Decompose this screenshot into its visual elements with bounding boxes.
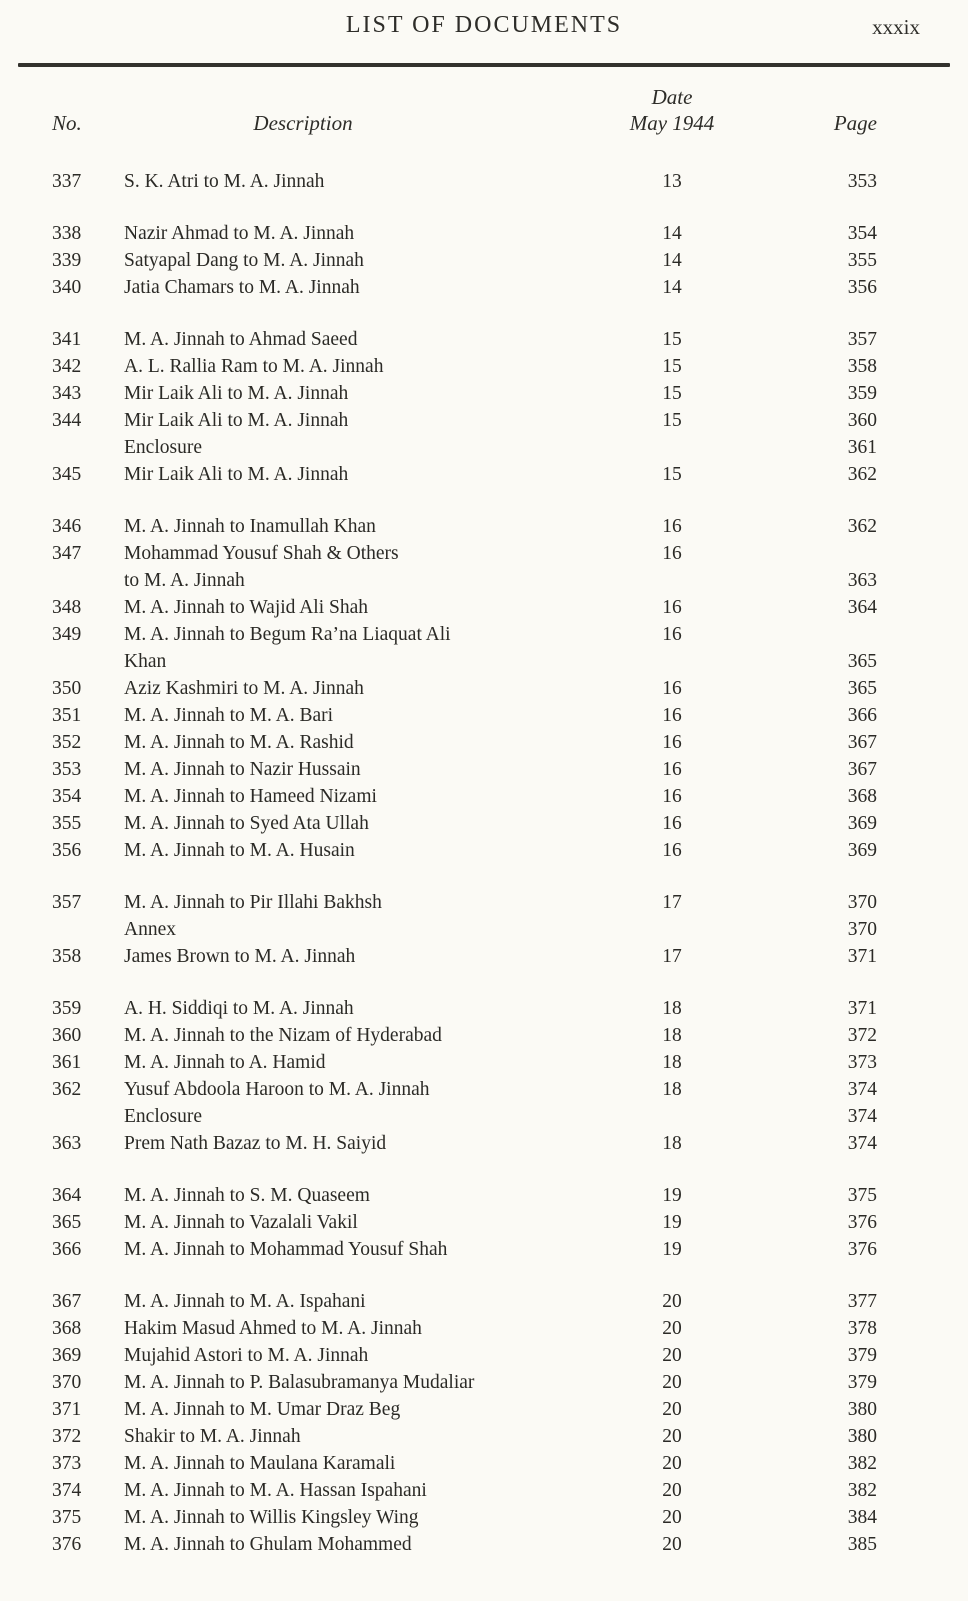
- header-page: Page: [833, 111, 877, 135]
- cell-doc-number: 354: [52, 786, 82, 807]
- table-row: [52, 1396, 877, 1423]
- cell-description: Shakir to M. A. Jinnah: [124, 1426, 301, 1447]
- cell-date: 15: [662, 329, 682, 350]
- table-row: [52, 1182, 877, 1209]
- cell-doc-number: 341: [52, 329, 82, 350]
- cell-description: M. A. Jinnah to M. A. Bari: [124, 705, 334, 726]
- page-title: LIST OF DOCUMENTS: [345, 12, 623, 38]
- cell-date: 16: [662, 840, 682, 861]
- cell-date: 13: [662, 171, 682, 192]
- cell-doc-number: 361: [52, 1052, 82, 1073]
- cell-description: M. A. Jinnah to Pir Illahi Bakhsh: [124, 892, 382, 913]
- cell-doc-number: 337: [52, 171, 82, 192]
- cell-date: 18: [662, 1025, 682, 1046]
- cell-description: M. A. Jinnah to Ghulam Mohammed: [124, 1534, 412, 1555]
- table-row: [52, 1130, 877, 1157]
- table-row: [52, 810, 877, 837]
- cell-description: M. A. Jinnah to Inamullah Khan: [124, 516, 376, 537]
- cell-doc-number: 347: [52, 543, 82, 564]
- cell-description: M. A. Jinnah to S. M. Quaseem: [124, 1185, 370, 1206]
- cell-description: M. A. Jinnah to Ahmad Saeed: [124, 329, 358, 350]
- cell-description: to M. A. Jinnah: [124, 570, 245, 591]
- cell-doc-number: 350: [52, 678, 82, 699]
- table-row: [52, 1288, 877, 1315]
- cell-doc-number: 363: [52, 1133, 82, 1154]
- cell-page: 359: [847, 383, 877, 404]
- header-rule: [18, 63, 950, 67]
- cell-date: 20: [662, 1507, 682, 1528]
- table-row: [52, 1423, 877, 1450]
- header-no: No.: [52, 111, 82, 135]
- cell-page: 354: [847, 223, 877, 244]
- table-row: [52, 1315, 877, 1342]
- table-row: [52, 1504, 877, 1531]
- cell-doc-number: 356: [52, 840, 82, 861]
- cell-date: 18: [662, 1133, 682, 1154]
- table-body: [52, 168, 877, 1558]
- table-header-row: [52, 84, 877, 136]
- cell-date: 14: [662, 250, 682, 271]
- cell-date: 16: [662, 543, 682, 564]
- cell-date: 16: [662, 516, 682, 537]
- cell-page: 375: [847, 1185, 877, 1206]
- cell-description: A. L. Rallia Ram to M. A. Jinnah: [124, 356, 384, 377]
- cell-description: Prem Nath Bazaz to M. H. Saiyid: [124, 1133, 387, 1154]
- table-row: [52, 461, 877, 488]
- cell-description: Aziz Kashmiri to M. A. Jinnah: [124, 678, 364, 699]
- cell-description: M. A. Jinnah to Willis Kingsley Wing: [124, 1507, 419, 1528]
- cell-page: 379: [847, 1345, 877, 1366]
- cell-date: 16: [662, 732, 682, 753]
- cell-description: M. A. Jinnah to Syed Ata Ullah: [124, 813, 369, 834]
- table-row: [52, 702, 877, 729]
- cell-description: Mir Laik Ali to M. A. Jinnah: [124, 464, 349, 485]
- cell-doc-number: 364: [52, 1185, 82, 1206]
- cell-page: 370: [847, 919, 877, 940]
- cell-description: M. A. Jinnah to Wajid Ali Shah: [124, 597, 368, 618]
- cell-page: 377: [847, 1291, 877, 1312]
- cell-doc-number: 367: [52, 1291, 82, 1312]
- cell-description: S. K. Atri to M. A. Jinnah: [124, 171, 325, 192]
- table-row: [52, 1236, 877, 1263]
- table-row: [52, 1477, 877, 1504]
- cell-date: 19: [662, 1185, 682, 1206]
- cell-description: M. A. Jinnah to M. A. Husain: [124, 840, 355, 861]
- cell-doc-number: 358: [52, 946, 82, 967]
- table-row: [52, 1450, 877, 1477]
- cell-page: 353: [847, 171, 877, 192]
- cell-date: 15: [662, 464, 682, 485]
- cell-description: Mohammad Yousuf Shah & Others: [124, 543, 399, 564]
- cell-date: 20: [662, 1426, 682, 1447]
- cell-page: 365: [847, 678, 877, 699]
- cell-page: 378: [847, 1318, 877, 1339]
- documents-table: [52, 80, 877, 1558]
- cell-page: 362: [847, 464, 877, 485]
- table-row: [52, 326, 877, 353]
- cell-page: 367: [847, 759, 877, 780]
- cell-date: 14: [662, 277, 682, 298]
- cell-page: 366: [847, 705, 877, 726]
- table-row: [52, 380, 877, 407]
- table-row: [52, 594, 877, 621]
- cell-page: 360: [847, 410, 877, 431]
- cell-doc-number: 372: [52, 1426, 82, 1447]
- cell-page: 376: [847, 1212, 877, 1233]
- cell-page: 367: [847, 732, 877, 753]
- cell-description: M. A. Jinnah to M. A. Ispahani: [124, 1291, 366, 1312]
- cell-doc-number: 352: [52, 732, 82, 753]
- cell-date: 20: [662, 1318, 682, 1339]
- table-row: [52, 916, 877, 943]
- cell-doc-number: 346: [52, 516, 82, 537]
- cell-page: 361: [847, 437, 877, 458]
- cell-description: Hakim Masud Ahmed to M. A. Jinnah: [124, 1318, 422, 1339]
- cell-page: 374: [847, 1079, 877, 1100]
- cell-page: 372: [847, 1025, 877, 1046]
- table-row: [52, 1531, 877, 1558]
- cell-page: 385: [847, 1534, 877, 1555]
- cell-description: Nazir Ahmad to M. A. Jinnah: [124, 223, 355, 244]
- table-row: [52, 1049, 877, 1076]
- cell-description: Annex: [124, 919, 176, 940]
- cell-date: 15: [662, 383, 682, 404]
- cell-description: M. A. Jinnah to M. Umar Draz Beg: [124, 1399, 401, 1420]
- cell-page: 368: [847, 786, 877, 807]
- cell-description: M. A. Jinnah to P. Balasubramanya Mudaliar: [124, 1372, 475, 1393]
- cell-doc-number: 371: [52, 1399, 82, 1420]
- cell-description: James Brown to M. A. Jinnah: [124, 946, 356, 967]
- cell-date: 20: [662, 1399, 682, 1420]
- cell-description: M. A. Jinnah to Mohammad Yousuf Shah: [124, 1239, 448, 1260]
- cell-date: 17: [662, 892, 682, 913]
- cell-doc-number: 351: [52, 705, 82, 726]
- cell-date: 15: [662, 410, 682, 431]
- cell-doc-number: 373: [52, 1453, 82, 1474]
- cell-date: 20: [662, 1345, 682, 1366]
- cell-page: 376: [847, 1239, 877, 1260]
- table-row: [52, 889, 877, 916]
- cell-doc-number: 365: [52, 1212, 82, 1233]
- table-row: [52, 513, 877, 540]
- cell-description: Yusuf Abdoola Haroon to M. A. Jinnah: [124, 1079, 430, 1100]
- cell-page: 380: [847, 1399, 877, 1420]
- cell-page: 373: [847, 1052, 877, 1073]
- cell-doc-number: 359: [52, 998, 82, 1019]
- cell-date: 20: [662, 1372, 682, 1393]
- table-row: [52, 1369, 877, 1396]
- cell-page: 364: [847, 597, 877, 618]
- cell-page: 384: [847, 1507, 877, 1528]
- header-date: Date: [651, 85, 693, 109]
- header-date-sub: May 1944: [629, 111, 715, 135]
- cell-date: 20: [662, 1480, 682, 1501]
- table-row: [52, 353, 877, 380]
- cell-page: 369: [847, 840, 877, 861]
- cell-doc-number: 370: [52, 1372, 82, 1393]
- cell-page: 370: [847, 892, 877, 913]
- cell-date: 19: [662, 1212, 682, 1233]
- cell-page: 363: [847, 570, 877, 591]
- cell-description: M. A. Jinnah to the Nizam of Hyderabad: [124, 1025, 442, 1046]
- cell-doc-number: 355: [52, 813, 82, 834]
- table-row: [52, 1342, 877, 1369]
- cell-page: 357: [847, 329, 877, 350]
- cell-page: 379: [847, 1372, 877, 1393]
- table-row: [52, 540, 877, 567]
- table-row: [52, 1076, 877, 1103]
- cell-doc-number: 375: [52, 1507, 82, 1528]
- cell-date: 20: [662, 1534, 682, 1555]
- table-row: [52, 995, 877, 1022]
- cell-description: Mujahid Astori to M. A. Jinnah: [124, 1345, 369, 1366]
- cell-date: 16: [662, 786, 682, 807]
- cell-doc-number: 357: [52, 892, 82, 913]
- table-row: [52, 621, 877, 648]
- cell-page: 382: [847, 1453, 877, 1474]
- cell-page: 362: [847, 516, 877, 537]
- cell-page: 380: [847, 1426, 877, 1447]
- table-row: [52, 274, 877, 301]
- cell-date: 20: [662, 1453, 682, 1474]
- cell-doc-number: 360: [52, 1025, 82, 1046]
- cell-date: 19: [662, 1239, 682, 1260]
- table-row: [52, 220, 877, 247]
- cell-doc-number: 344: [52, 410, 82, 431]
- cell-doc-number: 368: [52, 1318, 82, 1339]
- cell-page: 374: [847, 1133, 877, 1154]
- cell-doc-number: 366: [52, 1239, 82, 1260]
- table-row: [52, 729, 877, 756]
- cell-date: 17: [662, 946, 682, 967]
- cell-description: M. A. Jinnah to Maulana Karamali: [124, 1453, 396, 1474]
- cell-doc-number: 374: [52, 1480, 82, 1501]
- cell-doc-number: 343: [52, 383, 82, 404]
- cell-description: M. A. Jinnah to Begum Ra’na Liaquat Ali: [124, 624, 451, 645]
- cell-description: Khan: [124, 651, 167, 672]
- cell-date: 16: [662, 705, 682, 726]
- cell-description: M. A. Jinnah to M. A. Rashid: [124, 732, 354, 753]
- cell-description: Satyapal Dang to M. A. Jinnah: [124, 250, 364, 271]
- table-row: [52, 1022, 877, 1049]
- cell-date: 16: [662, 678, 682, 699]
- cell-doc-number: 339: [52, 250, 82, 271]
- cell-description: Enclosure: [124, 437, 202, 458]
- cell-date: 18: [662, 1052, 682, 1073]
- cell-page: 371: [847, 946, 877, 967]
- cell-page: 371: [847, 998, 877, 1019]
- cell-description: M. A. Jinnah to A. Hamid: [124, 1052, 326, 1073]
- cell-date: 14: [662, 223, 682, 244]
- header-description: Description: [253, 111, 353, 135]
- cell-doc-number: 369: [52, 1345, 82, 1366]
- cell-doc-number: 353: [52, 759, 82, 780]
- table-row: [52, 168, 877, 195]
- running-head: [0, 10, 968, 52]
- cell-doc-number: 349: [52, 624, 82, 645]
- table-row: [52, 407, 877, 434]
- cell-date: 18: [662, 998, 682, 1019]
- cell-description: M. A. Jinnah to Nazir Hussain: [124, 759, 361, 780]
- table-row: [52, 1103, 877, 1130]
- cell-page: 365: [847, 651, 877, 672]
- cell-page: 374: [847, 1106, 877, 1127]
- folio-number: xxxix: [872, 15, 920, 39]
- cell-doc-number: 362: [52, 1079, 82, 1100]
- table-row: [52, 648, 877, 675]
- table-row: [52, 783, 877, 810]
- cell-date: 16: [662, 624, 682, 645]
- cell-date: 20: [662, 1291, 682, 1312]
- cell-doc-number: 342: [52, 356, 82, 377]
- cell-description: M. A. Jinnah to Vazalali Vakil: [124, 1212, 358, 1233]
- cell-date: 15: [662, 356, 682, 377]
- cell-description: Jatia Chamars to M. A. Jinnah: [124, 277, 360, 298]
- table-row: [52, 567, 877, 594]
- table-row: [52, 434, 877, 461]
- cell-doc-number: 340: [52, 277, 82, 298]
- cell-description: A. H. Siddiqi to M. A. Jinnah: [124, 998, 354, 1019]
- cell-description: Mir Laik Ali to M. A. Jinnah: [124, 383, 349, 404]
- header-date-group: [612, 84, 732, 136]
- cell-doc-number: 345: [52, 464, 82, 485]
- cell-description: M. A. Jinnah to M. A. Hassan Ispahani: [124, 1480, 427, 1501]
- table-row: [52, 675, 877, 702]
- table-row: [52, 1209, 877, 1236]
- cell-page: 358: [847, 356, 877, 377]
- cell-page: 355: [847, 250, 877, 271]
- cell-description: Mir Laik Ali to M. A. Jinnah: [124, 410, 349, 431]
- cell-date: 16: [662, 597, 682, 618]
- cell-page: 356: [847, 277, 877, 298]
- cell-date: 18: [662, 1079, 682, 1100]
- cell-date: 16: [662, 813, 682, 834]
- cell-description: Enclosure: [124, 1106, 202, 1127]
- cell-doc-number: 338: [52, 223, 82, 244]
- cell-page: 382: [847, 1480, 877, 1501]
- table-row: [52, 756, 877, 783]
- cell-page: 369: [847, 813, 877, 834]
- cell-description: M. A. Jinnah to Hameed Nizami: [124, 786, 377, 807]
- table-row: [52, 943, 877, 970]
- table-row: [52, 247, 877, 274]
- cell-doc-number: 376: [52, 1534, 82, 1555]
- cell-doc-number: 348: [52, 597, 82, 618]
- cell-date: 16: [662, 759, 682, 780]
- table-row: [52, 837, 877, 864]
